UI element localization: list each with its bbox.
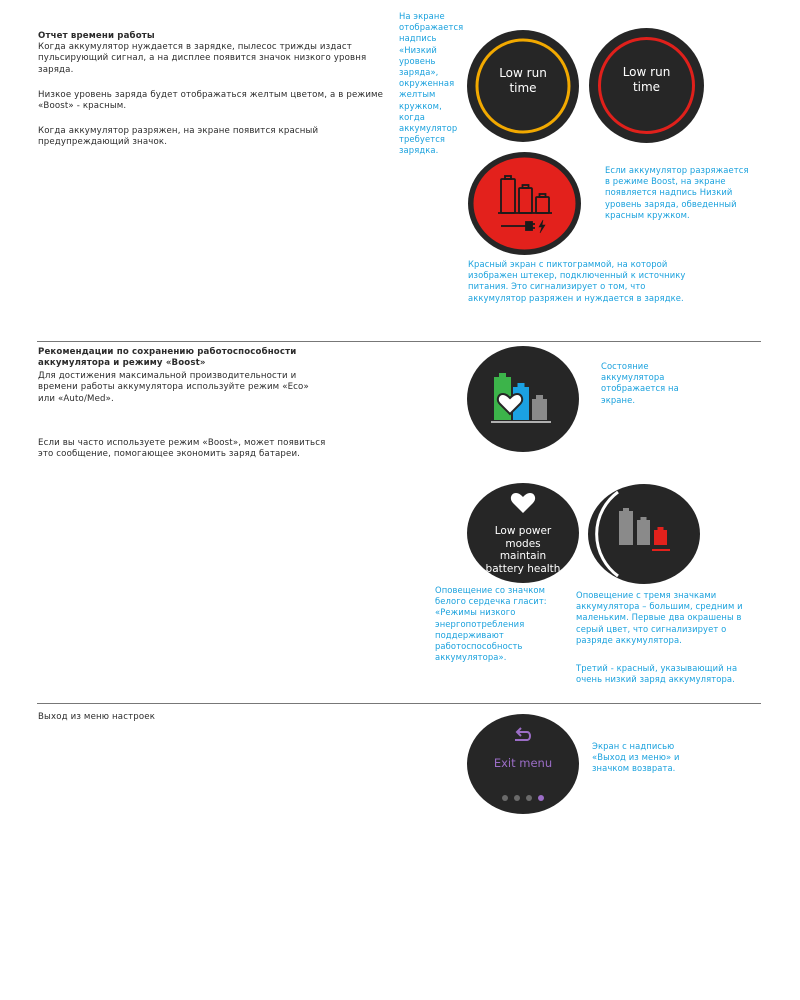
low-runtime-yellow-label: Low run time [499,66,547,95]
divider-2 [37,703,761,704]
note-icons-screen-2: Третий - красный, указывающий на очень низкий заряд аккумулятора. [576,663,738,685]
section1-para1: Когда аккумулятор нуждается в зарядке, пылесос трижды издаст пульсирующий сигнал, а на дисплее появится значок низкого уровня заряда. [38,42,367,75]
low-power-screen [467,483,579,583]
divider-1 [37,341,761,342]
heart-icon [511,493,535,513]
battery-medium-grey-icon [637,517,650,545]
low-power-label: Low power modes maintain battery health [485,525,561,575]
note-battery-status: Состояние аккумулятора отображается на экране. [601,361,679,405]
return-arrow-icon [515,728,530,740]
progress-arc-icon [597,492,618,576]
section1-heading: Отчет времени работы [38,31,155,41]
low-runtime-red-label: Low run time [622,65,671,94]
page-dots-icon [502,795,544,801]
note-heart-screen: Оповещение со значком белого сердечка гласит: «Режимы низкого энергопотребления поддерживают работоспособность аккумулятора». [435,585,547,663]
section1-para2: Низкое уровень заряда будет отображаться желтым цветом, а в режиме «Boost» - красным. [38,90,384,112]
low-runtime-yellow-screen [467,30,579,142]
section2-para1: Для достижения максимальной производительности и времени работы аккумулятора используйте режим «Eco» или «Auto/Med». [38,371,309,404]
battery-small-red-icon [654,527,667,545]
battery-large-grey-icon [619,508,633,545]
section2-para2: Если вы часто используете режим «Boost», может появиться это сообщение, помогающее экономить заряд батареи. [38,438,326,460]
section2-heading-line2: аккумулятора и режиму «Boost» [38,358,206,368]
note-icons-screen-1: Оповещение с тремя значками аккумулятора – большим, средним и маленьким. Первые два окрашены в серый цвет, что сигнализирует о разряде аккумулятора. [576,590,743,645]
low-runtime-red-screen [589,28,704,143]
section1-para3: Когда аккумулятор разряжен, на экране появится красный предупреждающий значок. [38,126,319,148]
battery-depleted-plug-screen [468,152,581,255]
exit-menu-label: Exit menu [493,756,553,770]
exit-menu-screen [467,714,579,814]
battery-status-screen [467,346,579,452]
battery-low-icons-screen [588,484,700,584]
section3-heading: Выход из меню настроек [38,712,156,722]
note-plug-screen: Красный экран с пиктограммой, на которой изображен штекер, подключенный к источнику питания. Это сигнализирует о том, что аккумулятор разряжен и нуждается в зарядке. [468,259,686,303]
note-exit-screen: Экран с надписью «Выход из меню» и значком возврата. [592,741,680,774]
note-yellow-screen: На экране отображается надпись «Низкий уровень заряда», окруженная желтым кружком, когда аккумулятор требуется зарядка. [399,11,464,156]
note-boost-screen: Если аккумулятор разряжается в режиме Boost, на экране появляется надпись Низкий уровень заряда, обведенный красным кружком. [605,165,749,220]
battery-grey-icon [532,395,547,420]
section2-heading-line1: Рекомендации по сохранению работоспособности [38,347,297,357]
